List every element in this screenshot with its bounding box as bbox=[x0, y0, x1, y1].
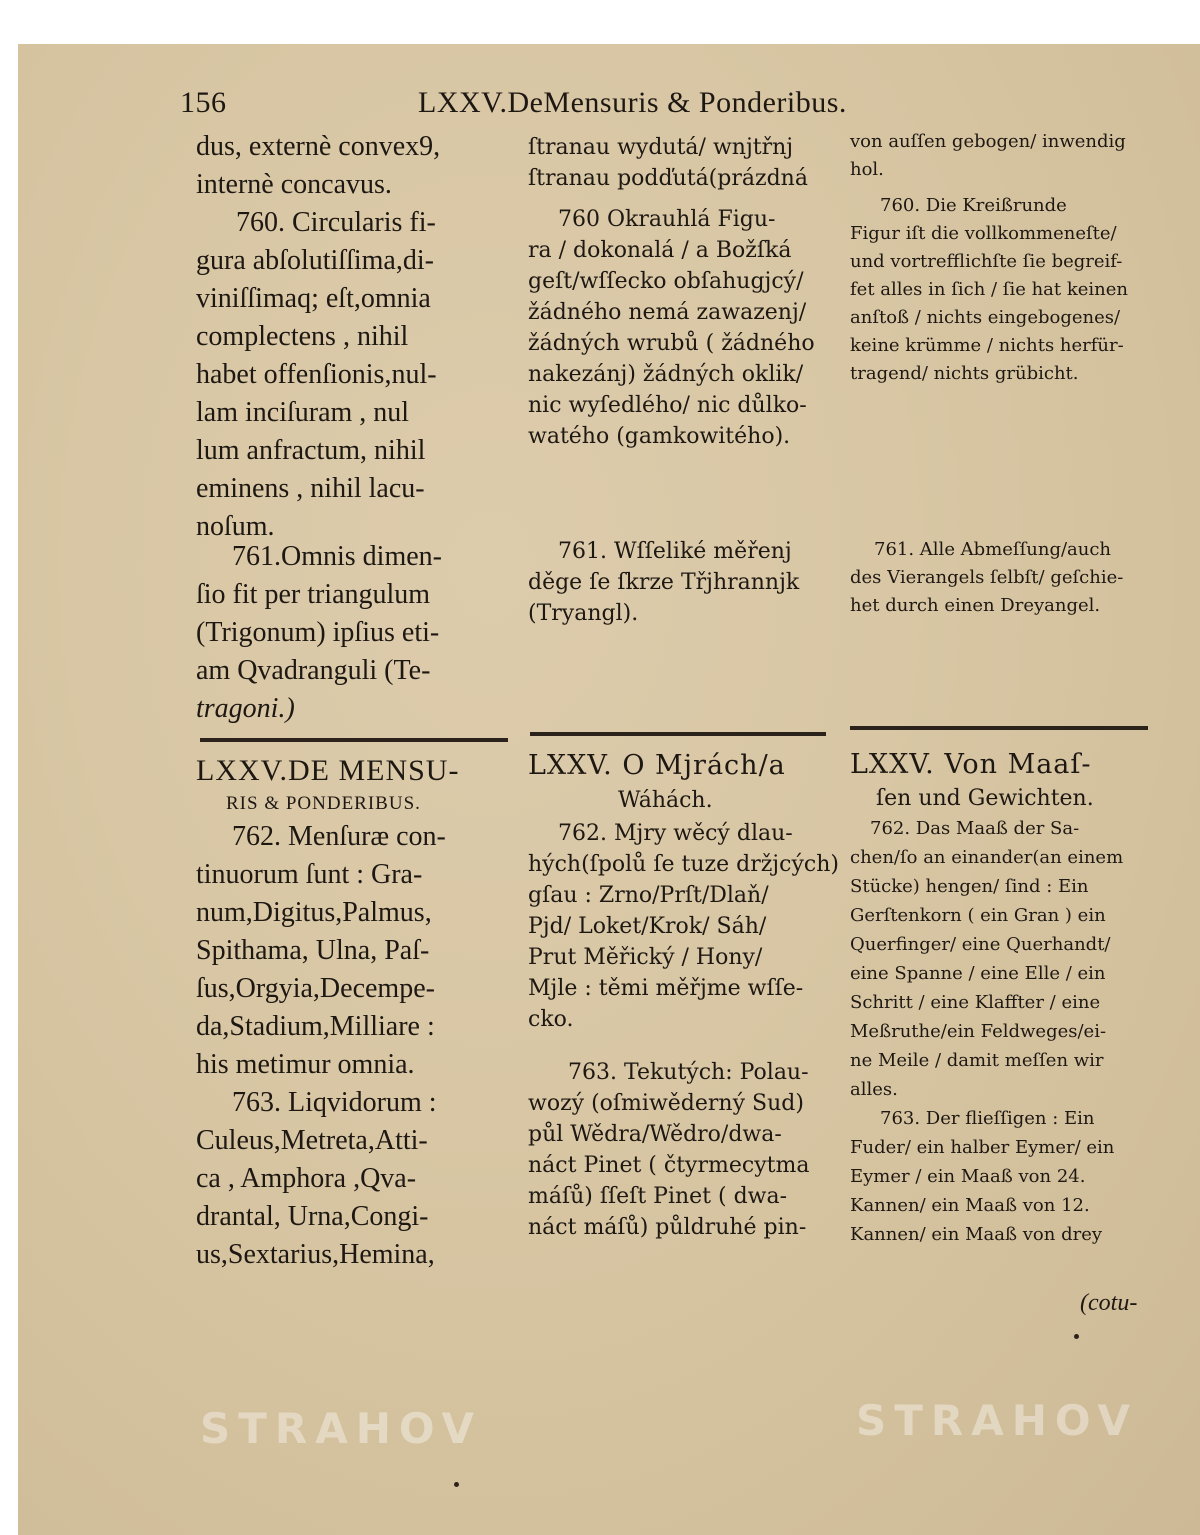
text-line: 760. Circularis fi- bbox=[236, 207, 436, 238]
text-line: dus, externè convex9, bbox=[196, 131, 441, 162]
text-line: náct máſů) půldruhé pin- bbox=[528, 1215, 807, 1240]
text-line: náct Pinet ( čtyrmecytma bbox=[528, 1153, 810, 1178]
german-top-block bbox=[850, 128, 1155, 388]
text-line: tragend/ nichts grübicht. bbox=[850, 363, 1079, 384]
section-rule-czech bbox=[530, 732, 826, 736]
text-line: ſus,Orgyia,Decempe- bbox=[196, 973, 435, 1004]
text-line: cko. bbox=[528, 1007, 574, 1032]
text-line: anſtoß / nichts eingebogenes/ bbox=[850, 307, 1121, 328]
text-line: Querfinger/ eine Querhandt/ bbox=[850, 934, 1111, 955]
section-heading: LXXV.DE MENSU- bbox=[196, 754, 460, 787]
text-line: (Trigonum) ipſius eti- bbox=[196, 617, 440, 648]
text-line: us,Sextarius,Hemina, bbox=[196, 1239, 435, 1270]
text-line: drantal, Urna,Congi- bbox=[196, 1201, 429, 1232]
page-number: 156 bbox=[180, 86, 227, 119]
text-line: von auſſen gebogen/ inwendig bbox=[850, 131, 1126, 152]
text-line: ca , Amphora ,Qva- bbox=[196, 1163, 417, 1194]
text-line: habet offenſionis,nul- bbox=[196, 359, 437, 390]
section-rule-latin bbox=[200, 738, 508, 742]
czech-section-block bbox=[528, 748, 838, 1243]
text-line: Pjd/ Loket/Krok/ Sáh/ bbox=[528, 914, 767, 939]
section-heading: LXXV. Von Maaſ- bbox=[850, 749, 1092, 780]
text-line: 761. Alle Abmeſſung/auch bbox=[874, 539, 1112, 560]
text-line: da,Stadium,Milliare : bbox=[196, 1011, 435, 1042]
text-line: ſio fit per triangulum bbox=[196, 579, 431, 610]
text-line: wozý (oſmiwěderný Sud) bbox=[528, 1091, 804, 1116]
text-line: Figur iſt die vollkommeneſte/ bbox=[850, 223, 1117, 244]
watermark-left: STRAHOV bbox=[200, 1404, 482, 1453]
latin-section-block bbox=[196, 752, 514, 1274]
text-line: tinuorum ſunt : Gra- bbox=[196, 859, 423, 890]
text-line: 763. Liqvidorum : bbox=[232, 1087, 437, 1118]
section-heading: LXXV. O Mjrách/a bbox=[528, 750, 786, 781]
text-line: ne Meile / damit meſſen wir bbox=[850, 1050, 1104, 1071]
czech-top-block bbox=[528, 132, 838, 452]
text-line: het durch einen Dreyangel. bbox=[850, 595, 1101, 616]
watermark-right: STRAHOV bbox=[856, 1396, 1138, 1445]
text-line: 760. Die Kreißrunde bbox=[880, 195, 1067, 216]
section-subheading: ſen und Gewichten. bbox=[876, 786, 1094, 811]
ink-speck bbox=[1074, 1334, 1079, 1339]
text-line: gſau : Zrno/Prſt/Dlaň/ bbox=[528, 883, 769, 908]
text-line: num,Digitus,Palmus, bbox=[196, 897, 432, 928]
text-line: und vortrefflichſte ſie begreif- bbox=[850, 251, 1123, 272]
text-line: 762. Menſuræ con- bbox=[232, 821, 446, 852]
text-line: viniſſimaq; eſt,omnia bbox=[196, 283, 431, 314]
text-line: žádného nemá zawazenj/ bbox=[528, 300, 807, 325]
text-line: Schritt / eine Klaffter / eine bbox=[850, 992, 1101, 1013]
running-header bbox=[176, 80, 1056, 124]
text-line: ſtranau wydutá/ wnjtřnj bbox=[528, 135, 794, 160]
text-line: hol. bbox=[850, 159, 884, 180]
text-line: Stücke) hengen/ ſind : Ein bbox=[850, 876, 1089, 897]
text-line: Mjle : těmi měřjme wſſe- bbox=[528, 976, 804, 1001]
text-line: 761. Wſſeliké měřenj bbox=[558, 539, 792, 564]
text-line: keine krümme / nichts herfür- bbox=[850, 335, 1124, 356]
text-line: des Vierangels ſelbſt/ geſchie- bbox=[850, 567, 1124, 588]
text-line: 763. Der flieſſigen : Ein bbox=[880, 1108, 1095, 1129]
text-line: lum anfractum, nihil bbox=[196, 435, 426, 466]
text-line: lam inciſuram , nul bbox=[196, 397, 410, 428]
czech-middle-block bbox=[528, 536, 838, 629]
latin-middle-block bbox=[196, 538, 514, 728]
ink-speck bbox=[454, 1482, 459, 1487]
text-line: 760 Okrauhlá Figu- bbox=[558, 207, 776, 232]
text-line: 761.Omnis dimen- bbox=[232, 541, 442, 572]
text-line: (Tryangl). bbox=[528, 601, 639, 626]
text-line: Gerſtenkorn ( ein Gran ) ein bbox=[850, 905, 1106, 926]
section-subheading: Wáhách. bbox=[618, 788, 713, 813]
german-middle-block bbox=[850, 536, 1155, 620]
text-line: watého (gamkowitého). bbox=[528, 424, 791, 449]
text-line: Fuder/ ein halber Eymer/ ein bbox=[850, 1137, 1115, 1158]
text-line: eminens , nihil lacu- bbox=[196, 473, 425, 504]
text-line: 762. Das Maaß der Sa- bbox=[870, 818, 1080, 839]
text-line: his metimur omnia. bbox=[196, 1049, 415, 1080]
german-section-block bbox=[850, 746, 1155, 1249]
text-line: máſů) ſſeſt Pinet ( dwa- bbox=[528, 1184, 788, 1209]
text-line: fet alles in ſich / ſie hat keinen bbox=[850, 279, 1129, 300]
text-line: gura abſolutiſſima,di- bbox=[196, 245, 434, 276]
catchword: (cotu- bbox=[1080, 1290, 1138, 1316]
text-line: eine Spanne / eine Elle / ein bbox=[850, 963, 1106, 984]
text-line: geſt/wſſecko obſahugjcý/ bbox=[528, 269, 804, 294]
text-line: hých(ſpolů ſe tuze držjcých) bbox=[528, 852, 839, 877]
text-line: am Qvadranguli (Te- bbox=[196, 655, 431, 686]
text-line: Kannen/ ein Maaß von drey bbox=[850, 1224, 1103, 1245]
latin-top-block bbox=[196, 128, 514, 546]
text-line: noſum. bbox=[196, 511, 275, 542]
text-line: 763. Tekutých: Polau- bbox=[568, 1060, 809, 1085]
text-line: děge ſe ſkrze Třjhrannjk bbox=[528, 570, 800, 595]
text-line: Culeus,Metreta,Atti- bbox=[196, 1125, 428, 1156]
text-line: 762. Mjry wěcý dlau- bbox=[558, 821, 793, 846]
text-line: Eymer / ein Maaß von 24. bbox=[850, 1166, 1086, 1187]
text-line: tragoni.) bbox=[196, 693, 295, 724]
text-line: ra / dokonalá / a Božſká bbox=[528, 238, 792, 263]
text-line: Spithama, Ulna, Paſ- bbox=[196, 935, 430, 966]
text-line: Meßruthe/ein Feldweges/ei- bbox=[850, 1021, 1107, 1042]
section-rule-german bbox=[850, 726, 1148, 730]
text-line: Kannen/ ein Maaß von 12. bbox=[850, 1195, 1090, 1216]
text-line: chen/ſo an einander(an einem bbox=[850, 847, 1124, 868]
text-line: žádných wrubů ( žádného bbox=[528, 331, 815, 356]
page-title: LXXV.DeMensuris & Ponderibus. bbox=[418, 86, 847, 119]
section-subheading: RIS & PONDERIBUS. bbox=[226, 793, 421, 814]
text-line: alles. bbox=[850, 1079, 898, 1100]
text-line: ſtranau podďutá(prázdná bbox=[528, 166, 808, 191]
text-line: nakezánj) žádných oklik/ bbox=[528, 362, 804, 387]
text-line: nic wyſedlého/ nic důlko- bbox=[528, 393, 807, 418]
text-line: internè concavus. bbox=[196, 169, 392, 200]
text-line: půl Wědra/Wědro/dwa- bbox=[528, 1122, 782, 1147]
text-line: complectens , nihil bbox=[196, 321, 409, 352]
text-line: Prut Měřický / Hony/ bbox=[528, 945, 763, 970]
